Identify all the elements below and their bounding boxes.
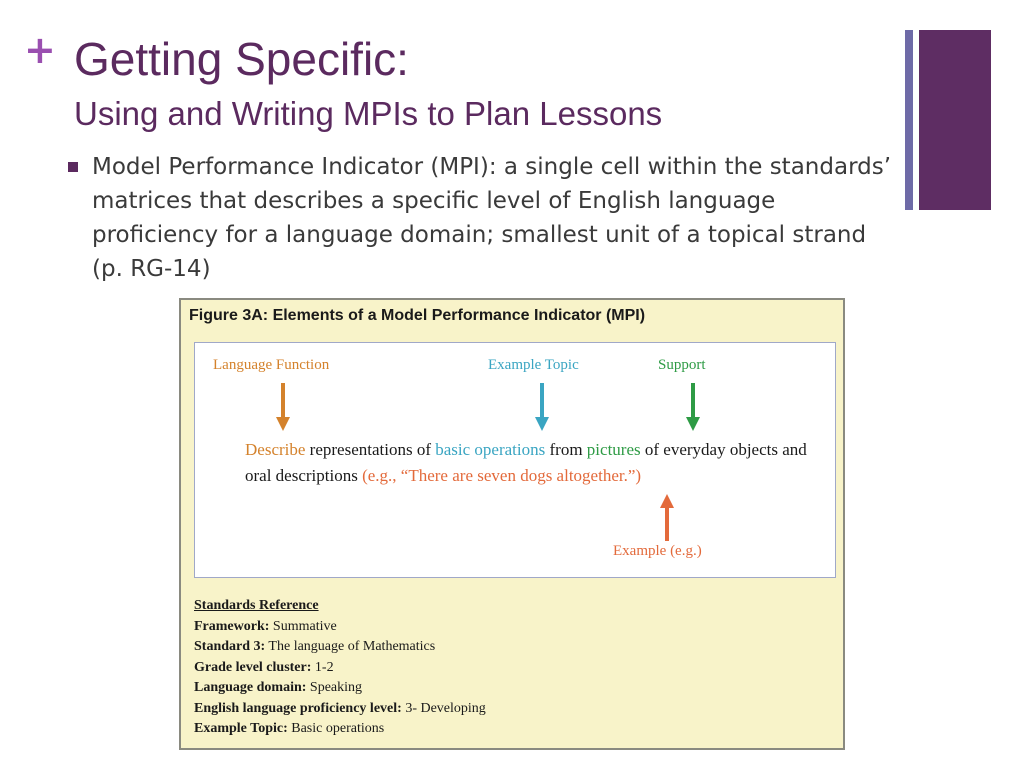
decorative-bar-thick xyxy=(919,30,991,210)
arrow-down-support-icon xyxy=(685,383,701,433)
plus-icon: + xyxy=(24,28,56,72)
arrow-up-example-icon xyxy=(659,493,675,541)
slide-subtitle: Using and Writing MPIs to Plan Lessons xyxy=(74,95,663,132)
standards-key: Grade level cluster: xyxy=(194,659,312,675)
standards-value: 3- Developing xyxy=(401,700,486,716)
bullet-square-icon xyxy=(68,162,78,172)
label-example-topic: Example Topic xyxy=(488,357,579,373)
sentence-part: from xyxy=(545,440,587,459)
standards-key: Framework: xyxy=(194,618,270,634)
slide-title: Getting Specific: xyxy=(74,33,409,85)
figure-title: Figure 3A: Elements of a Model Performance Indicator (MPI) xyxy=(189,307,646,324)
sentence-topic: basic operations xyxy=(435,440,546,459)
standards-key: Language domain: xyxy=(194,680,307,695)
standards-row xyxy=(194,678,486,699)
standards-row xyxy=(194,719,486,740)
mpi-diagram xyxy=(194,342,836,578)
sentence-part: representations of xyxy=(305,440,436,459)
standards-reference xyxy=(194,596,486,740)
sentence-function: Describe xyxy=(245,440,306,459)
arrow-down-topic-icon xyxy=(534,383,550,433)
sentence-example: (e.g., “There are seven dogs altogether.”) xyxy=(362,466,642,485)
standards-value: Summative xyxy=(269,618,337,634)
standards-key: English language proficiency level: xyxy=(194,700,402,716)
standards-row xyxy=(194,637,486,658)
standards-value: The language of Mathematics xyxy=(265,639,436,654)
decorative-bar-thin xyxy=(905,30,913,210)
standards-value: 1-2 xyxy=(311,659,334,675)
mpi-figure xyxy=(179,298,845,750)
sentence-part: of everyday objects and oral descriptions xyxy=(245,440,807,485)
bullet-text: Model Performance Indicator (MPI): a single cell within the standards’ matrices that describes a specific level of English language proficiency for a language domain; smallest unit of a topical strand (p. RG-14) xyxy=(92,154,892,282)
sentence-support: pictures xyxy=(586,440,641,459)
label-example: Example (e.g.) xyxy=(613,543,702,559)
standards-heading: Standards Reference xyxy=(194,598,319,613)
mpi-sentence xyxy=(245,437,825,489)
standards-row xyxy=(194,658,486,679)
standards-row xyxy=(194,699,486,720)
label-language-function: Language Function xyxy=(213,357,330,373)
standards-value: Speaking xyxy=(306,680,363,695)
standards-value: Basic operations xyxy=(287,721,385,736)
standards-key: Standard 3: xyxy=(194,639,266,654)
arrow-down-function-icon xyxy=(275,383,291,433)
label-support: Support xyxy=(658,357,706,373)
standards-row xyxy=(194,617,486,638)
standards-key: Example Topic: xyxy=(194,721,288,736)
